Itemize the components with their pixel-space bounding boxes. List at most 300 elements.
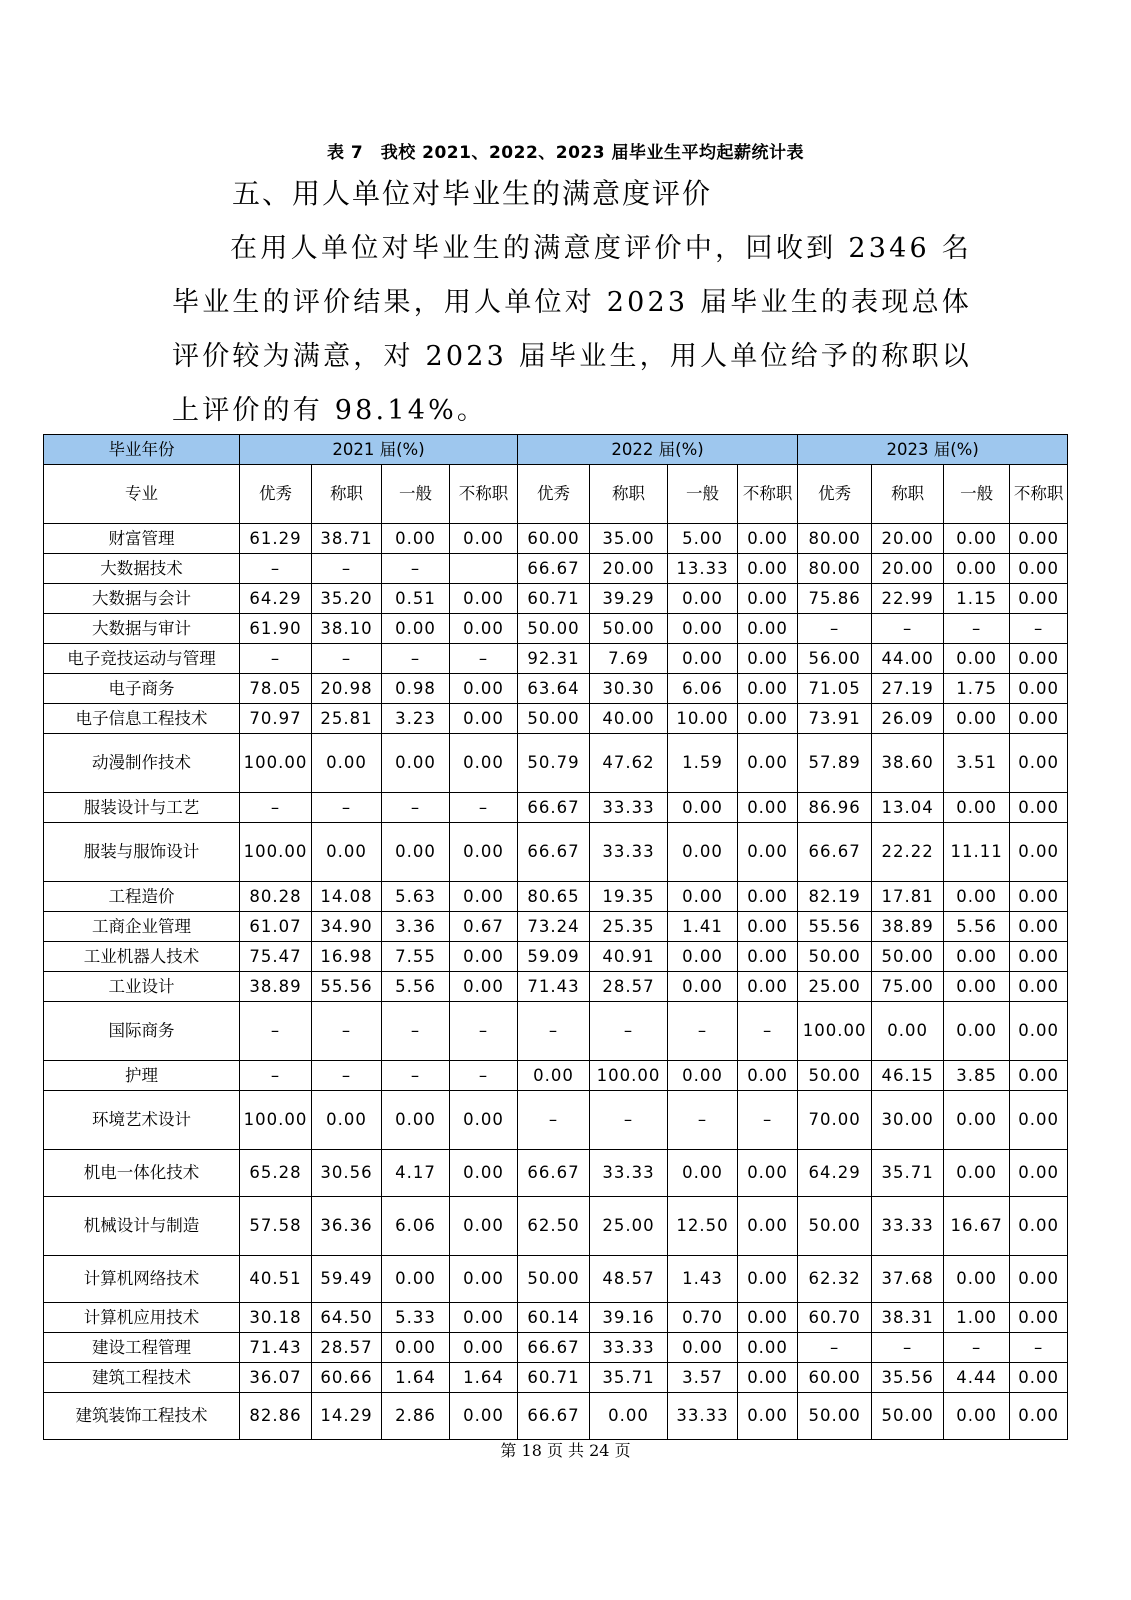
table-row <box>44 912 1068 942</box>
major-cell: 建筑装饰工程技术 <box>44 1393 240 1440</box>
value-cell: 30.18 <box>240 1303 312 1333</box>
value-cell: 6.06 <box>668 674 738 704</box>
table-row <box>44 1333 1068 1363</box>
table-row <box>44 942 1068 972</box>
value-cell: 0.00 <box>450 1303 518 1333</box>
value-cell: – <box>450 644 518 674</box>
major-cell: 机电一体化技术 <box>44 1150 240 1197</box>
value-cell: 0.00 <box>738 793 798 823</box>
major-cell: 环境艺术设计 <box>44 1091 240 1150</box>
value-cell: 0.00 <box>1010 524 1068 554</box>
value-cell: 34.90 <box>312 912 382 942</box>
value-cell: 0.00 <box>738 704 798 734</box>
value-cell: – <box>1010 614 1068 644</box>
major-cell: 电子商务 <box>44 674 240 704</box>
value-cell: – <box>518 1002 590 1061</box>
year-2022-header: 2022 届(%) <box>518 435 798 465</box>
table-row <box>44 882 1068 912</box>
value-cell: 0.00 <box>668 882 738 912</box>
value-cell: 75.86 <box>798 584 872 614</box>
major-cell: 动漫制作技术 <box>44 734 240 793</box>
table-row <box>44 1091 1068 1150</box>
major-cell: 护理 <box>44 1061 240 1091</box>
value-cell: – <box>590 1002 668 1061</box>
value-cell: 0.00 <box>668 1061 738 1091</box>
value-cell: 100.00 <box>240 823 312 882</box>
value-cell: – <box>240 1061 312 1091</box>
major-cell: 国际商务 <box>44 1002 240 1061</box>
value-cell: 38.71 <box>312 524 382 554</box>
value-cell: 86.96 <box>798 793 872 823</box>
value-cell: 1.59 <box>668 734 738 793</box>
value-cell: 0.00 <box>872 1002 944 1061</box>
value-cell: – <box>798 614 872 644</box>
value-cell: 0.00 <box>1010 704 1068 734</box>
value-cell: 0.00 <box>738 1150 798 1197</box>
major-cell: 服装与服饰设计 <box>44 823 240 882</box>
value-cell: 5.33 <box>382 1303 450 1333</box>
value-cell: 0.51 <box>382 584 450 614</box>
value-cell: 0.00 <box>738 1393 798 1440</box>
value-cell: 71.43 <box>240 1333 312 1363</box>
satisfaction-table <box>43 434 1068 1440</box>
value-cell: 4.17 <box>382 1150 450 1197</box>
value-cell: 0.00 <box>1010 793 1068 823</box>
value-cell: 100.00 <box>240 1091 312 1150</box>
value-cell: 0.00 <box>1010 584 1068 614</box>
value-cell: 64.50 <box>312 1303 382 1333</box>
value-cell: 3.36 <box>382 912 450 942</box>
value-cell: 55.56 <box>312 972 382 1002</box>
value-cell: 0.00 <box>738 882 798 912</box>
table-row <box>44 1061 1068 1091</box>
value-cell: 38.89 <box>872 912 944 942</box>
value-cell: 0.00 <box>1010 674 1068 704</box>
value-cell: 0.00 <box>738 524 798 554</box>
value-cell: – <box>240 1002 312 1061</box>
value-cell: 0.00 <box>738 734 798 793</box>
value-cell: 33.33 <box>590 793 668 823</box>
value-cell: 0.00 <box>668 614 738 644</box>
value-cell: 0.67 <box>450 912 518 942</box>
value-cell: – <box>450 1002 518 1061</box>
value-cell: – <box>382 1061 450 1091</box>
value-cell: 0.00 <box>1010 554 1068 584</box>
sub-header-competent: 称职 <box>312 465 382 524</box>
value-cell: 2.86 <box>382 1393 450 1440</box>
value-cell: 33.33 <box>590 1333 668 1363</box>
value-cell: 0.00 <box>450 614 518 644</box>
value-cell: 92.31 <box>518 644 590 674</box>
value-cell: 33.33 <box>590 1150 668 1197</box>
section-heading: 五、用人单位对毕业生的满意度评价 <box>232 177 713 210</box>
major-cell: 大数据与审计 <box>44 614 240 644</box>
value-cell: – <box>872 1333 944 1363</box>
value-cell: 80.00 <box>798 554 872 584</box>
value-cell: 0.00 <box>1010 1256 1068 1303</box>
major-cell: 工程造价 <box>44 882 240 912</box>
value-cell: 0.00 <box>738 584 798 614</box>
value-cell: – <box>312 793 382 823</box>
year-header-row <box>44 435 1068 465</box>
value-cell: 0.00 <box>450 882 518 912</box>
value-cell: 16.98 <box>312 942 382 972</box>
value-cell: 71.43 <box>518 972 590 1002</box>
major-cell: 服装设计与工艺 <box>44 793 240 823</box>
table-row <box>44 1303 1068 1333</box>
value-cell: 0.00 <box>1010 912 1068 942</box>
value-cell: 50.00 <box>518 1256 590 1303</box>
value-cell: 3.23 <box>382 704 450 734</box>
value-cell: 19.35 <box>590 882 668 912</box>
value-cell: 33.33 <box>872 1197 944 1256</box>
value-cell: 0.00 <box>1010 1002 1068 1061</box>
value-cell: 20.00 <box>872 524 944 554</box>
value-cell: 35.56 <box>872 1363 944 1393</box>
value-cell: – <box>382 554 450 584</box>
value-cell: 0.00 <box>450 1333 518 1363</box>
value-cell: 22.22 <box>872 823 944 882</box>
value-cell: 7.55 <box>382 942 450 972</box>
table-row <box>44 1256 1068 1303</box>
value-cell: – <box>738 1091 798 1150</box>
value-cell: 0.00 <box>382 1333 450 1363</box>
value-cell: 0.00 <box>312 734 382 793</box>
value-cell: 0.00 <box>382 823 450 882</box>
page-footer: 第 18 页 共 24 页 <box>500 1441 631 1460</box>
value-cell: 0.00 <box>1010 1091 1068 1150</box>
value-cell: 64.29 <box>240 584 312 614</box>
value-cell: 33.33 <box>590 823 668 882</box>
value-cell: 0.00 <box>738 554 798 584</box>
value-cell: 1.75 <box>944 674 1010 704</box>
value-cell: 0.00 <box>944 1393 1010 1440</box>
value-cell: 0.00 <box>450 734 518 793</box>
value-cell: 1.64 <box>382 1363 450 1393</box>
value-cell: 0.00 <box>450 1197 518 1256</box>
value-cell: 0.00 <box>944 972 1010 1002</box>
value-cell: 80.65 <box>518 882 590 912</box>
sub-header-excellent: 优秀 <box>798 465 872 524</box>
value-cell: 47.62 <box>590 734 668 793</box>
value-cell: 14.08 <box>312 882 382 912</box>
table-row <box>44 1197 1068 1256</box>
value-cell: 0.00 <box>450 704 518 734</box>
value-cell: 0.00 <box>944 793 1010 823</box>
value-cell: 0.00 <box>1010 1303 1068 1333</box>
major-cell: 电子信息工程技术 <box>44 704 240 734</box>
sub-header-average: 一般 <box>944 465 1010 524</box>
value-cell: 60.71 <box>518 584 590 614</box>
value-cell: 0.00 <box>450 1393 518 1440</box>
value-cell: 61.90 <box>240 614 312 644</box>
value-cell: 50.00 <box>590 614 668 644</box>
table-row <box>44 704 1068 734</box>
value-cell: 71.05 <box>798 674 872 704</box>
value-cell: 0.00 <box>738 912 798 942</box>
value-cell: 20.00 <box>590 554 668 584</box>
value-cell: 3.85 <box>944 1061 1010 1091</box>
value-cell: – <box>312 1002 382 1061</box>
table-row <box>44 823 1068 882</box>
value-cell: 0.00 <box>450 1091 518 1150</box>
value-cell: 0.00 <box>518 1061 590 1091</box>
value-cell: 0.98 <box>382 674 450 704</box>
value-cell: 0.00 <box>738 972 798 1002</box>
body-paragraph: 在用人单位对毕业生的满意度评价中，回收到 2346 名毕业生的评价结果，用人单位对 2023 届毕业生的表现总体评价较为满意，对 2023 届毕业生，用人单位给予的称职以上评价的有 98.14%。 <box>172 233 972 426</box>
value-cell: 0.00 <box>1010 1197 1068 1256</box>
value-cell: 64.29 <box>798 1150 872 1197</box>
value-cell: 0.00 <box>738 1333 798 1363</box>
value-cell: – <box>872 614 944 644</box>
table-row <box>44 554 1068 584</box>
value-cell: 50.00 <box>798 1061 872 1091</box>
value-cell: – <box>382 644 450 674</box>
value-cell: 62.32 <box>798 1256 872 1303</box>
value-cell: 60.00 <box>798 1363 872 1393</box>
value-cell: 30.00 <box>872 1091 944 1150</box>
value-cell: 0.00 <box>590 1393 668 1440</box>
value-cell: 0.00 <box>738 1256 798 1303</box>
value-cell: 0.70 <box>668 1303 738 1333</box>
value-cell: – <box>668 1002 738 1061</box>
value-cell: 35.71 <box>590 1363 668 1393</box>
table-row <box>44 584 1068 614</box>
value-cell: 0.00 <box>382 1091 450 1150</box>
value-cell: 20.98 <box>312 674 382 704</box>
value-cell: – <box>312 644 382 674</box>
value-cell: 0.00 <box>944 1002 1010 1061</box>
value-cell: 0.00 <box>738 1363 798 1393</box>
major-cell: 大数据技术 <box>44 554 240 584</box>
value-cell: – <box>312 1061 382 1091</box>
table-row <box>44 674 1068 704</box>
value-cell: 25.00 <box>590 1197 668 1256</box>
value-cell: 50.79 <box>518 734 590 793</box>
value-cell: 60.71 <box>518 1363 590 1393</box>
value-cell: 10.00 <box>668 704 738 734</box>
value-cell: 0.00 <box>668 942 738 972</box>
value-cell: 0.00 <box>450 674 518 704</box>
value-cell: 0.00 <box>944 942 1010 972</box>
value-cell: 5.63 <box>382 882 450 912</box>
value-cell: 35.00 <box>590 524 668 554</box>
major-header: 专业 <box>44 465 240 524</box>
value-cell: – <box>738 1002 798 1061</box>
value-cell: 59.09 <box>518 942 590 972</box>
value-cell: 80.28 <box>240 882 312 912</box>
value-cell: 30.30 <box>590 674 668 704</box>
value-cell: 66.67 <box>518 554 590 584</box>
value-cell: 50.00 <box>518 614 590 644</box>
value-cell: 60.66 <box>312 1363 382 1393</box>
value-cell: 5.56 <box>944 912 1010 942</box>
value-cell: 35.71 <box>872 1150 944 1197</box>
value-cell: 44.00 <box>872 644 944 674</box>
value-cell: 0.00 <box>1010 1061 1068 1091</box>
value-cell: 0.00 <box>668 823 738 882</box>
value-cell: 62.50 <box>518 1197 590 1256</box>
value-cell: 0.00 <box>382 1256 450 1303</box>
value-cell: 63.64 <box>518 674 590 704</box>
value-cell: 0.00 <box>738 644 798 674</box>
major-cell: 计算机网络技术 <box>44 1256 240 1303</box>
value-cell: 0.00 <box>1010 882 1068 912</box>
value-cell: 0.00 <box>450 972 518 1002</box>
value-cell: 40.51 <box>240 1256 312 1303</box>
major-cell: 建设工程管理 <box>44 1333 240 1363</box>
value-cell: 57.89 <box>798 734 872 793</box>
value-cell <box>450 554 518 584</box>
major-cell: 大数据与会计 <box>44 584 240 614</box>
value-cell: 0.00 <box>738 1303 798 1333</box>
value-cell: 38.60 <box>872 734 944 793</box>
value-cell: 61.07 <box>240 912 312 942</box>
value-cell: 0.00 <box>450 1150 518 1197</box>
value-cell: 40.00 <box>590 704 668 734</box>
value-cell: 0.00 <box>668 644 738 674</box>
value-cell: – <box>590 1091 668 1150</box>
value-cell: 0.00 <box>450 524 518 554</box>
value-cell: 56.00 <box>798 644 872 674</box>
value-cell: 0.00 <box>944 644 1010 674</box>
value-cell: 66.67 <box>518 793 590 823</box>
sub-header-excellent: 优秀 <box>518 465 590 524</box>
major-cell: 财富管理 <box>44 524 240 554</box>
major-cell: 工业机器人技术 <box>44 942 240 972</box>
value-cell: 4.44 <box>944 1363 1010 1393</box>
value-cell: 27.19 <box>872 674 944 704</box>
value-cell: 0.00 <box>944 1256 1010 1303</box>
value-cell: 20.00 <box>872 554 944 584</box>
value-cell: 75.47 <box>240 942 312 972</box>
value-cell: – <box>450 1061 518 1091</box>
value-cell: 50.00 <box>872 1393 944 1440</box>
value-cell: 0.00 <box>738 1061 798 1091</box>
value-cell: 0.00 <box>738 1197 798 1256</box>
value-cell: 66.67 <box>518 823 590 882</box>
value-cell: 0.00 <box>668 972 738 1002</box>
value-cell: 0.00 <box>312 823 382 882</box>
value-cell: 0.00 <box>944 554 1010 584</box>
value-cell: 46.15 <box>872 1061 944 1091</box>
value-cell: 16.67 <box>944 1197 1010 1256</box>
value-cell: 0.00 <box>944 704 1010 734</box>
value-cell: 50.00 <box>798 1197 872 1256</box>
sub-header-excellent: 优秀 <box>240 465 312 524</box>
value-cell: 73.91 <box>798 704 872 734</box>
value-cell: 1.41 <box>668 912 738 942</box>
table-row <box>44 793 1068 823</box>
value-cell: 28.57 <box>590 972 668 1002</box>
value-cell: 11.11 <box>944 823 1010 882</box>
sub-header-incompetent: 不称职 <box>738 465 798 524</box>
value-cell: 100.00 <box>240 734 312 793</box>
value-cell: 22.99 <box>872 584 944 614</box>
value-cell: – <box>1010 1333 1068 1363</box>
value-cell: 3.51 <box>944 734 1010 793</box>
value-cell: 66.67 <box>518 1333 590 1363</box>
value-cell: 0.00 <box>738 614 798 644</box>
table-row <box>44 1150 1068 1197</box>
table-row <box>44 1393 1068 1440</box>
value-cell: 0.00 <box>944 1150 1010 1197</box>
major-cell: 工业设计 <box>44 972 240 1002</box>
value-cell: 0.00 <box>1010 1393 1068 1440</box>
value-cell: – <box>798 1333 872 1363</box>
value-cell: – <box>240 554 312 584</box>
sub-header-competent: 称职 <box>590 465 668 524</box>
value-cell: 82.86 <box>240 1393 312 1440</box>
value-cell: 0.00 <box>382 734 450 793</box>
value-cell: 6.06 <box>382 1197 450 1256</box>
sub-header-incompetent: 不称职 <box>450 465 518 524</box>
sub-header-average: 一般 <box>382 465 450 524</box>
value-cell: 66.67 <box>518 1393 590 1440</box>
value-cell: 0.00 <box>1010 734 1068 793</box>
table-row <box>44 614 1068 644</box>
value-cell: 1.43 <box>668 1256 738 1303</box>
value-cell: 50.00 <box>798 942 872 972</box>
value-cell: 38.31 <box>872 1303 944 1333</box>
value-cell: 1.15 <box>944 584 1010 614</box>
value-cell: 0.00 <box>1010 942 1068 972</box>
value-cell: – <box>450 793 518 823</box>
value-cell: 0.00 <box>738 823 798 882</box>
value-cell: 66.67 <box>798 823 872 882</box>
sub-header-average: 一般 <box>668 465 738 524</box>
value-cell: 70.00 <box>798 1091 872 1150</box>
table-caption: 表 7 我校 2021、2022、2023 届毕业生平均起薪统计表 <box>326 143 805 163</box>
value-cell: 0.00 <box>1010 972 1068 1002</box>
value-cell: 0.00 <box>450 1256 518 1303</box>
value-cell: 0.00 <box>668 1150 738 1197</box>
value-cell: 39.16 <box>590 1303 668 1333</box>
value-cell: 80.00 <box>798 524 872 554</box>
value-cell: 39.29 <box>590 584 668 614</box>
table-row <box>44 644 1068 674</box>
value-cell: 60.70 <box>798 1303 872 1333</box>
value-cell: 66.67 <box>518 1150 590 1197</box>
value-cell: 50.00 <box>518 704 590 734</box>
value-cell: – <box>944 614 1010 644</box>
value-cell: 78.05 <box>240 674 312 704</box>
value-cell: 60.00 <box>518 524 590 554</box>
value-cell: 65.28 <box>240 1150 312 1197</box>
value-cell: 0.00 <box>738 674 798 704</box>
year-header-label: 毕业年份 <box>44 435 240 465</box>
value-cell: 73.24 <box>518 912 590 942</box>
value-cell: 17.81 <box>872 882 944 912</box>
value-cell: 60.14 <box>518 1303 590 1333</box>
value-cell: 0.00 <box>944 882 1010 912</box>
year-2023-header: 2023 届(%) <box>798 435 1068 465</box>
value-cell: 28.57 <box>312 1333 382 1363</box>
major-cell: 计算机应用技术 <box>44 1303 240 1333</box>
value-cell: 82.19 <box>798 882 872 912</box>
value-cell: 61.29 <box>240 524 312 554</box>
table-row <box>44 972 1068 1002</box>
value-cell: 36.07 <box>240 1363 312 1393</box>
sub-header-competent: 称职 <box>872 465 944 524</box>
major-cell: 工商企业管理 <box>44 912 240 942</box>
value-cell: 0.00 <box>944 1091 1010 1150</box>
value-cell: 38.10 <box>312 614 382 644</box>
value-cell: 33.33 <box>668 1393 738 1440</box>
value-cell: 12.50 <box>668 1197 738 1256</box>
table-row <box>44 1363 1068 1393</box>
major-cell: 电子竞技运动与管理 <box>44 644 240 674</box>
